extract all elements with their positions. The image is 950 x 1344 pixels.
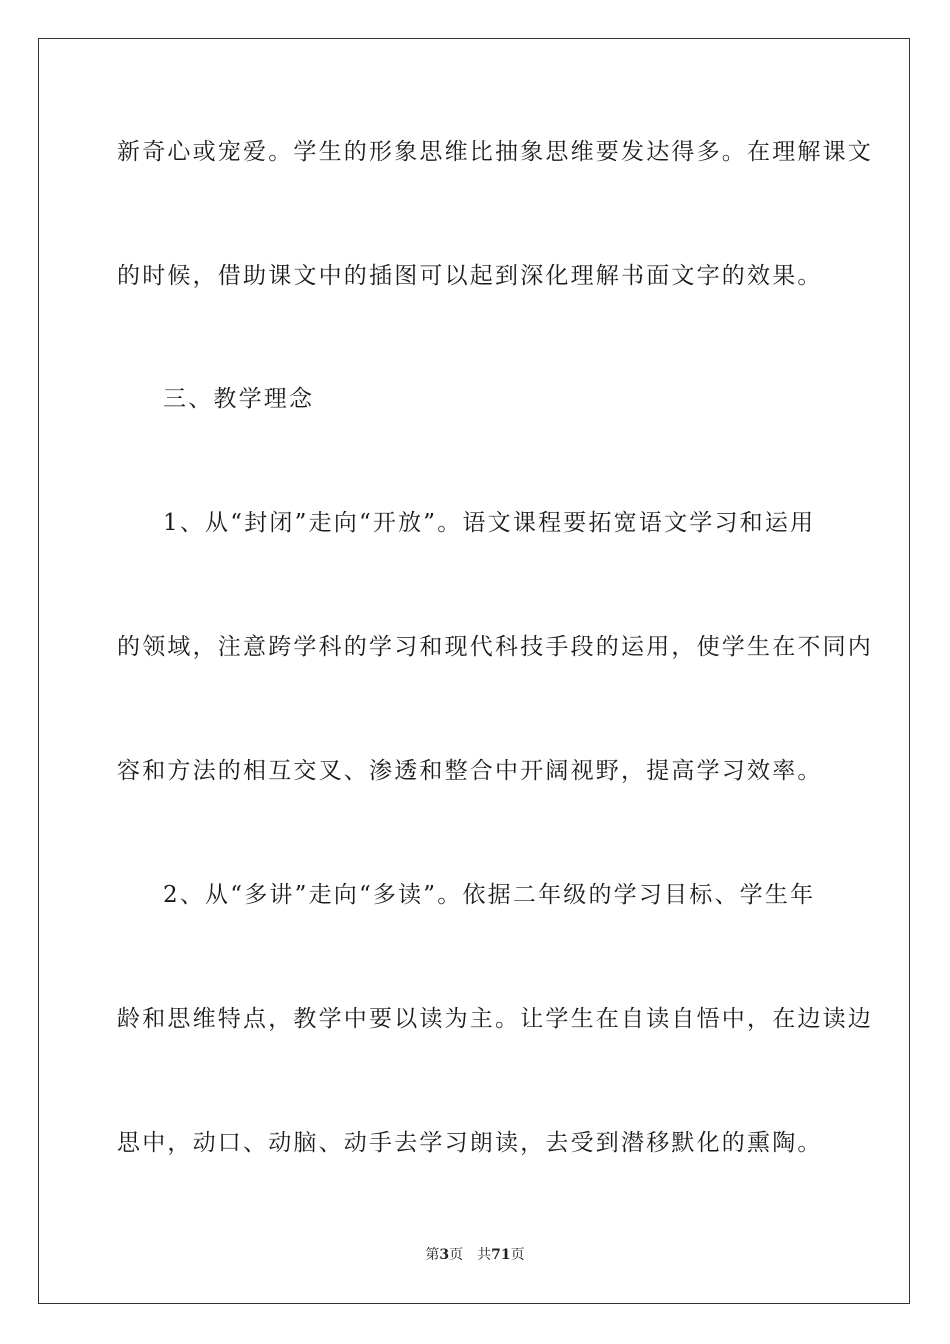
body-line-1: 新奇心或宠爱。学生的形象思维比抽象思维要发达得多。在理解课文 [117,139,873,165]
body-line-6: 容和方法的相互交叉、渗透和整合中开阔视野，提高学习效率。 [117,758,823,784]
body-line-4: 1、从“封闭”走向“开放”。语文课程要拓宽语文学习和运用 [163,510,816,536]
page-footer [0,1245,950,1265]
footer-total-prefix: 共 [477,1247,492,1263]
body-line-7: 2、从“多讲”走向“多读”。依据二年级的学习目标、学生年 [163,882,816,908]
footer-total-pages: 71 [491,1247,511,1263]
footer-page-prefix: 第 [425,1247,440,1263]
footer-page-number: 3 [439,1247,450,1263]
body-line-2: 的时候，借助课文中的插图可以起到深化理解书面文字的效果。 [117,263,823,289]
body-line-8: 龄和思维特点，教学中要以读为主。让学生在自读自悟中，在边读边 [117,1006,873,1032]
footer-total-suffix: 页 [510,1247,525,1263]
footer-page-suffix: 页 [449,1247,464,1263]
body-line-5: 的领域，注意跨学科的学习和现代科技手段的运用，使学生在不同内 [117,634,873,660]
page-frame [38,38,910,1304]
body-line-9: 思中，动口、动脑、动手去学习朗读，去受到潜移默化的熏陶。 [117,1130,823,1156]
section-heading-teaching-philosophy: 三、教学理念 [163,386,315,412]
